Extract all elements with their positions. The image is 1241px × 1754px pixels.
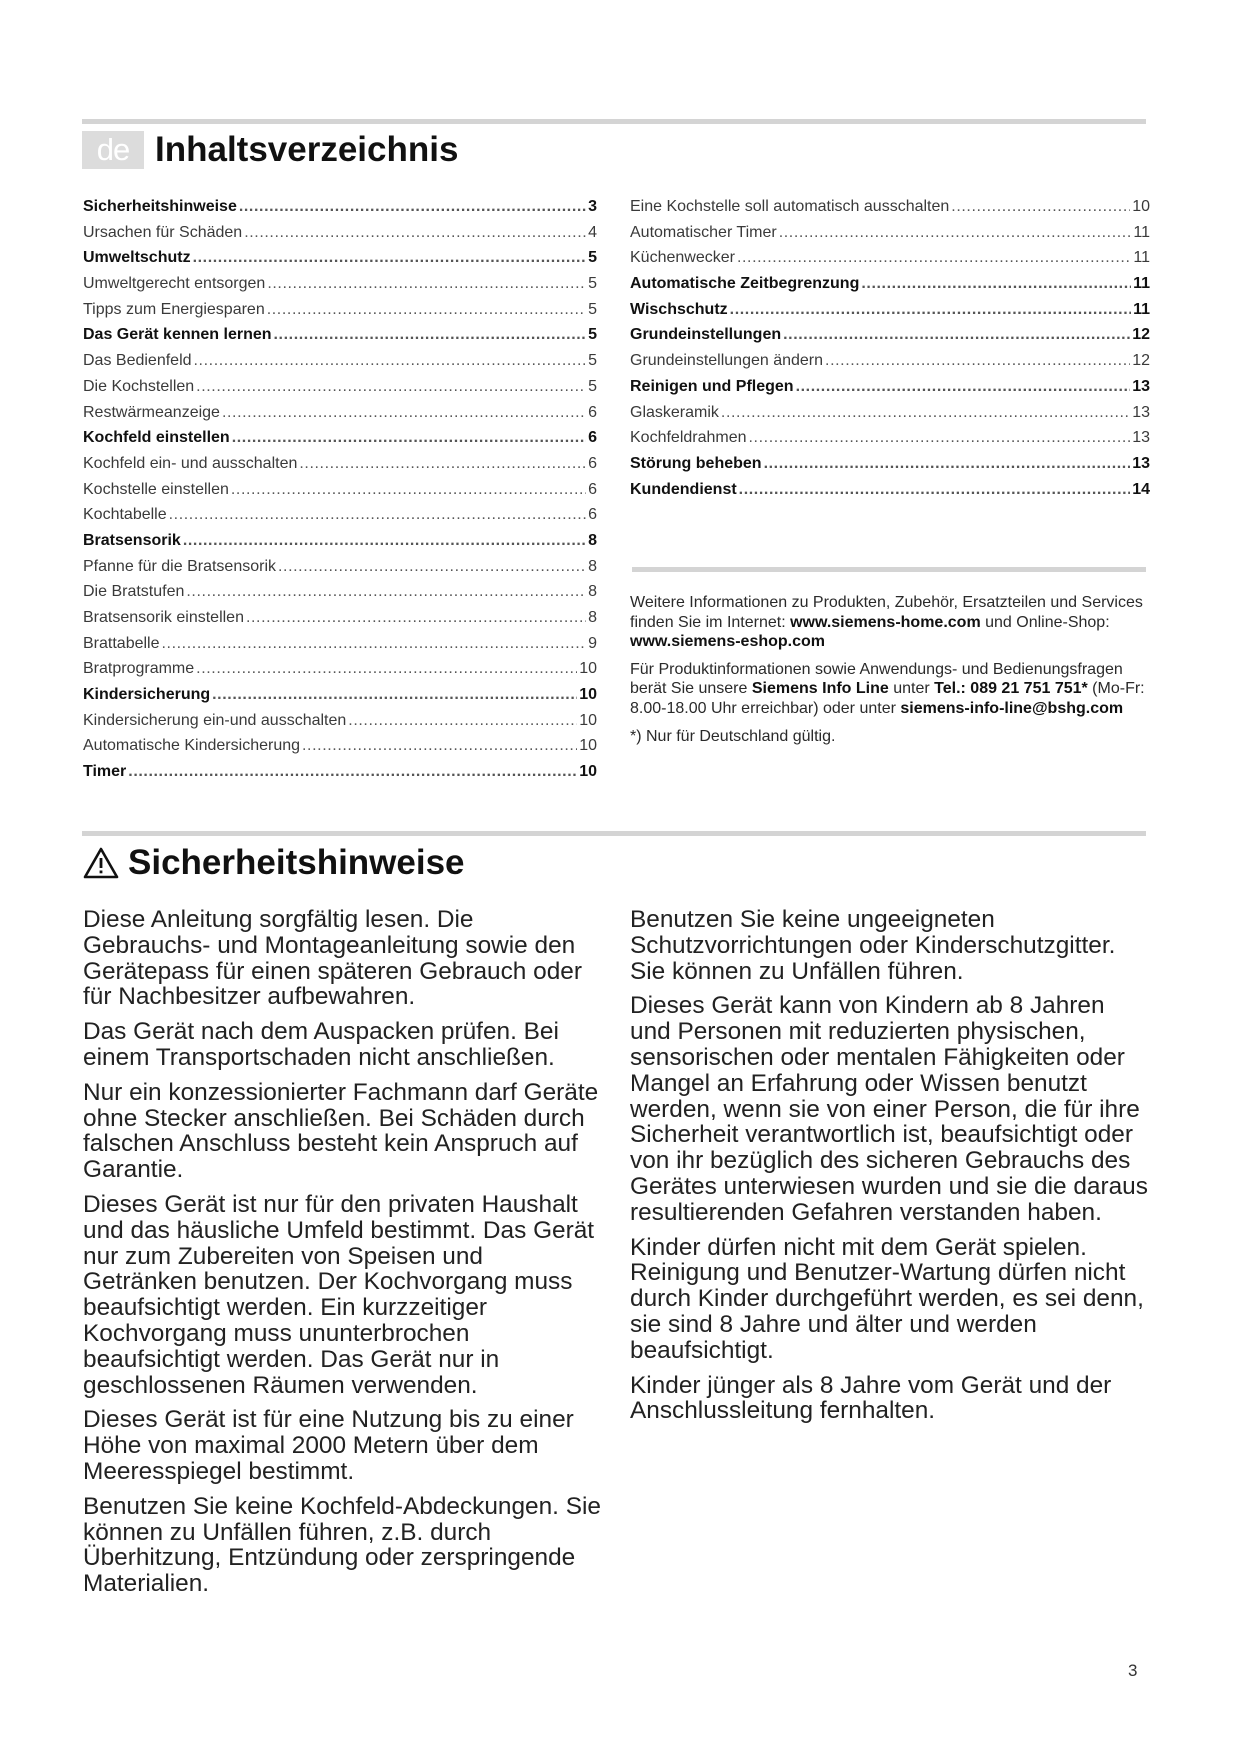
toc-dot-leader bbox=[796, 374, 1131, 400]
toc-dot-leader bbox=[267, 271, 586, 297]
toc-dot-leader bbox=[274, 322, 587, 348]
page-number: 3 bbox=[1128, 1661, 1138, 1680]
toc-entry-label: Grundeinstellungen ändern bbox=[630, 352, 824, 370]
toc-entry[interactable] bbox=[83, 451, 597, 477]
toc-entry-label: Küchenwecker bbox=[630, 249, 735, 267]
toc-left-column bbox=[83, 194, 597, 785]
toc-entry[interactable] bbox=[83, 708, 597, 734]
toc-entry[interactable] bbox=[83, 271, 597, 297]
toc-dot-leader bbox=[278, 554, 586, 580]
info-line-name: Siemens Info Line bbox=[751, 680, 889, 698]
toc-entry-label: Grundeinstellungen bbox=[630, 326, 782, 344]
toc-entry[interactable] bbox=[83, 477, 597, 503]
toc-entry[interactable] bbox=[630, 348, 1150, 374]
toc-entry-page: 9 bbox=[588, 634, 597, 652]
toc-entry-page: 6 bbox=[588, 480, 597, 498]
toc-dot-leader bbox=[721, 400, 1130, 426]
info-paragraph-hotline bbox=[630, 660, 1150, 719]
top-divider bbox=[82, 119, 1146, 124]
toc-entry-label: Ursachen für Schäden bbox=[83, 223, 243, 241]
safety-paragraph: Benutzen Sie keine ungeeigneten Schutzvorrichtungen oder Kinderschutzgitter. Sie können zu Unfällen führen. bbox=[630, 906, 1116, 985]
toc-entry-page: 8 bbox=[588, 583, 597, 601]
page-title: Inhaltsverzeichnis bbox=[155, 130, 459, 169]
toc-entry[interactable] bbox=[83, 245, 597, 271]
toc-entry[interactable] bbox=[83, 759, 597, 785]
toc-dot-leader bbox=[861, 271, 1131, 297]
toc-entry[interactable] bbox=[630, 425, 1150, 451]
toc-entry-label: Wischschutz bbox=[630, 300, 728, 318]
toc-entry[interactable] bbox=[83, 194, 597, 220]
toc-entry-label: Umweltgerecht entsorgen bbox=[83, 275, 266, 293]
toc-entry[interactable] bbox=[83, 220, 597, 246]
toc-entry-page: 6 bbox=[588, 429, 597, 447]
toc-entry-label: Glaskeramik bbox=[630, 403, 719, 421]
toc-entry-page: 10 bbox=[579, 711, 597, 729]
toc-dot-leader bbox=[779, 220, 1132, 246]
toc-dot-leader bbox=[730, 297, 1131, 323]
safety-paragraph: Kinder jünger als 8 Jahre vom Gerät und der Anschlussleitung fernhalten. bbox=[630, 1371, 1112, 1425]
toc-entry[interactable] bbox=[83, 733, 597, 759]
toc-entry[interactable] bbox=[630, 322, 1150, 348]
toc-dot-leader bbox=[231, 477, 586, 503]
info-paragraph-web bbox=[630, 593, 1150, 652]
toc-entry[interactable] bbox=[83, 322, 597, 348]
toc-entry-label: Das Gerät kennen lernen bbox=[83, 326, 272, 344]
toc-entry-page: 12 bbox=[1132, 352, 1150, 370]
toc-dot-leader bbox=[825, 348, 1130, 374]
toc-entry-label: Kochstelle einstellen bbox=[83, 480, 229, 498]
toc-entry-page: 11 bbox=[1133, 223, 1150, 241]
toc-entry-page: 5 bbox=[588, 275, 597, 293]
email-link[interactable]: siemens-info-line@bshg.com bbox=[900, 699, 1124, 717]
toc-entry[interactable] bbox=[83, 425, 597, 451]
toc-right-column bbox=[630, 194, 1150, 502]
safety-paragraph: Dieses Gerät kann von Kindern ab 8 Jahren und Personen mit reduzierten physischen, sensorischen oder mentalen Fähigkeiten oder Mangel an Erfahrung oder Wissen benutzt werden, wenn sie von einer Person, die für ihre Sicherheit verantwortlich ist, beaufsichtigt oder von ihr bezüglich des sicheren Gebrauchs des Gerätes unterwiesen wurden und sie die daraus resultierenden Gefahren verstanden haben. bbox=[630, 992, 1148, 1226]
toc-entry[interactable] bbox=[83, 297, 597, 323]
toc-entry-page: 14 bbox=[1132, 480, 1150, 498]
toc-entry[interactable] bbox=[630, 451, 1150, 477]
toc-entry-label: Die Bratstufen bbox=[83, 583, 185, 601]
toc-entry[interactable] bbox=[630, 374, 1150, 400]
toc-entry-page: 12 bbox=[1132, 326, 1150, 344]
toc-dot-leader bbox=[239, 194, 586, 220]
toc-entry-page: 11 bbox=[1133, 249, 1150, 267]
contact-info-block bbox=[630, 593, 1150, 754]
toc-entry-page: 5 bbox=[588, 377, 597, 395]
toc-dot-leader bbox=[196, 374, 586, 400]
toc-entry-label: Restwärmeanzeige bbox=[83, 403, 220, 421]
toc-entry-page: 6 bbox=[588, 454, 597, 472]
toc-entry-page: 13 bbox=[1132, 429, 1150, 447]
info-text: Für Produktinformationen sowie Anwendungs- und Bedienungsfragen berät Sie unsere bbox=[630, 660, 1123, 698]
language-badge: de bbox=[82, 131, 144, 169]
toc-entry-page: 5 bbox=[588, 249, 597, 267]
toc-entry-page: 8 bbox=[588, 531, 597, 549]
toc-dot-leader bbox=[737, 245, 1131, 271]
toc-entry-page: 10 bbox=[579, 660, 597, 678]
toc-entry-label: Reinigen und Pflegen bbox=[630, 377, 794, 395]
toc-entry-label: Eine Kochstelle soll automatisch ausschalten bbox=[630, 198, 950, 215]
toc-entry-label: Umweltschutz bbox=[83, 249, 191, 267]
toc-entry-page: 11 bbox=[1133, 275, 1150, 293]
safety-paragraph: Nur ein konzessionierter Fachmann darf Geräte ohne Stecker anschließen. Bei Schäden durch falschen Anschluss besteht kein Anspruch auf Garantie. bbox=[83, 1078, 599, 1184]
toc-entry[interactable] bbox=[630, 297, 1150, 323]
toc-dot-leader bbox=[162, 631, 587, 657]
toc-dot-leader bbox=[196, 656, 577, 682]
toc-entry[interactable] bbox=[83, 528, 597, 554]
toc-entry-page: 3 bbox=[588, 198, 597, 215]
toc-dot-leader bbox=[194, 348, 587, 374]
toc-entry-page: 10 bbox=[1132, 198, 1150, 215]
toc-entry[interactable] bbox=[83, 579, 597, 605]
toc-entry-label: Brattabelle bbox=[83, 634, 160, 652]
safety-paragraph: Dieses Gerät ist nur für den privaten Haushalt und das häusliche Umfeld bestimmt. Das Gerät nur zum Zubereiten von Speisen und Getränken benutzen. Der Kochvorgang muss beaufsichtigt werden. Ein kurzzeitiger Kochvorgang muss ununterbrochen beaufsichtigt werden. Das Gerät nur in geschlossenen Räumen verwenden. bbox=[83, 1190, 595, 1399]
toc-entry[interactable] bbox=[83, 374, 597, 400]
toc-entry-label: Störung beheben bbox=[630, 454, 762, 472]
toc-entry[interactable] bbox=[83, 656, 597, 682]
info-text: Weitere Informationen zu Produkten, Zubehör, Ersatzteilen und Services finden Sie im Internet: bbox=[630, 594, 1143, 631]
toc-entry-page: 11 bbox=[1133, 300, 1150, 318]
toc-dot-leader bbox=[183, 528, 586, 554]
toc-entry-page: 6 bbox=[588, 403, 597, 421]
toc-dot-leader bbox=[222, 400, 586, 426]
toc-entry[interactable] bbox=[83, 502, 597, 528]
toc-entry[interactable] bbox=[630, 194, 1150, 220]
info-text: unter bbox=[888, 680, 935, 698]
eshop-link[interactable]: www.siemens-eshop.com bbox=[630, 633, 826, 651]
toc-dot-leader bbox=[267, 297, 586, 323]
safety-section-heading bbox=[82, 840, 465, 886]
toc-entry-label: Automatische Zeitbegrenzung bbox=[630, 275, 860, 293]
toc-entry-page: 10 bbox=[579, 737, 597, 755]
section-divider bbox=[82, 831, 1146, 836]
toc-entry-page: 10 bbox=[579, 686, 597, 704]
toc-entry[interactable] bbox=[83, 400, 597, 426]
toc-entry-label: Timer bbox=[83, 763, 127, 781]
toc-dot-leader bbox=[212, 682, 577, 708]
toc-entry-page: 5 bbox=[588, 300, 597, 318]
toc-entry[interactable] bbox=[83, 554, 597, 580]
toc-entry-label: Kundendienst bbox=[630, 480, 737, 498]
toc-entry-label: Automatische Kindersicherung bbox=[83, 737, 301, 755]
safety-paragraph: Dieses Gerät ist für eine Nutzung bis zu einer Höhe von maximal 2000 Metern über dem Meeresspiegel bestimmt. bbox=[83, 1406, 574, 1485]
toc-entry-page: 4 bbox=[588, 223, 597, 241]
toc-entry-label: Pfanne für die Bratsensorik bbox=[83, 557, 276, 575]
toc-entry-label: Die Kochstellen bbox=[83, 377, 195, 395]
toc-entry[interactable] bbox=[630, 400, 1150, 426]
warning-triangle-icon bbox=[82, 846, 120, 880]
info-text: und Online-Shop: bbox=[980, 613, 1110, 631]
toc-entry[interactable] bbox=[83, 682, 597, 708]
toc-dot-leader bbox=[169, 502, 586, 528]
safety-paragraph: Kinder dürfen nicht mit dem Gerät spielen. Reinigung und Benutzer-Wartung dürfen nicht durch Kinder durchgeführt werden, es sei denn, sie sind 8 Jahre und älter und werden beaufsichtigt. bbox=[630, 1233, 1144, 1364]
safety-title: Sicherheitshinweise bbox=[128, 843, 465, 882]
toc-dot-leader bbox=[348, 708, 577, 734]
toc-dot-leader bbox=[128, 759, 577, 785]
toc-entry-page: 13 bbox=[1132, 403, 1150, 421]
toc-entry-page: 5 bbox=[588, 326, 597, 344]
safety-paragraph: Benutzen Sie keine Kochfeld-Abdeckungen. Sie können zu Unfällen führen, z.B. durch Überhitzung, Entzündung oder zerspringende Materialien. bbox=[83, 1492, 601, 1598]
toc-entry-label: Das Bedienfeld bbox=[83, 352, 192, 370]
toc-entry-page: 13 bbox=[1132, 377, 1150, 395]
toc-dot-leader bbox=[232, 425, 586, 451]
toc-dot-leader bbox=[302, 733, 577, 759]
toc-entry-label: Kochfeld ein- und ausschalten bbox=[83, 454, 298, 472]
toc-entry-page: 8 bbox=[588, 557, 597, 575]
website-link[interactable]: www.siemens-home.com bbox=[790, 613, 981, 631]
toc-dot-leader bbox=[951, 194, 1130, 220]
toc-entry-label: Automatischer Timer bbox=[630, 223, 777, 241]
toc-entry[interactable] bbox=[630, 220, 1150, 246]
safety-paragraph: Diese Anleitung sorgfältig lesen. Die Gebrauchs- und Montageanleitung sowie den Gerätepass für einen späteren Gebrauch oder für Nachbesitzer aufbewahren. bbox=[83, 906, 582, 1011]
toc-dot-leader bbox=[749, 425, 1131, 451]
toc-entry-page: 13 bbox=[1132, 454, 1150, 472]
toc-dot-leader bbox=[246, 605, 586, 631]
info-footnote: *) Nur für Deutschland gültig. bbox=[630, 727, 836, 745]
toc-entry[interactable] bbox=[83, 348, 597, 374]
toc-entry-page: 10 bbox=[579, 763, 597, 781]
toc-entry-label: Bratsensorik einstellen bbox=[83, 609, 244, 626]
toc-entry[interactable] bbox=[630, 271, 1150, 297]
toc-entry[interactable] bbox=[83, 631, 597, 657]
toc-entry-label: Tipps zum Energiesparen bbox=[83, 300, 265, 318]
toc-dot-leader bbox=[783, 322, 1130, 348]
toc-entry-label: Kindersicherung ein-und ausschalten bbox=[83, 711, 347, 729]
toc-entry-page: 8 bbox=[588, 609, 597, 626]
toc-dot-leader bbox=[764, 451, 1131, 477]
toc-dot-leader bbox=[186, 579, 586, 605]
info-text: (Mo-Fr: 8.00-18.00 Uhr erreichbar) oder unter bbox=[630, 680, 1145, 717]
toc-entry-page: 6 bbox=[588, 506, 597, 524]
toc-entry-label: Kochfeld einstellen bbox=[83, 429, 230, 447]
toc-entry[interactable] bbox=[630, 245, 1150, 271]
toc-dot-leader bbox=[739, 477, 1131, 503]
safety-left-column bbox=[83, 907, 603, 1606]
toc-entry-label: Bratprogramme bbox=[83, 660, 195, 678]
toc-entry-label: Bratsensorik bbox=[83, 531, 181, 549]
toc-entry-label: Kochfeldrahmen bbox=[630, 429, 747, 447]
info-divider bbox=[632, 567, 1146, 572]
toc-dot-leader bbox=[193, 245, 587, 271]
toc-entry-page: 5 bbox=[588, 352, 597, 370]
toc-entry[interactable] bbox=[83, 605, 597, 631]
toc-entry-label: Sicherheitshinweise bbox=[83, 198, 237, 215]
toc-entry[interactable] bbox=[630, 477, 1150, 503]
safety-right-column bbox=[630, 907, 1150, 1433]
toc-entry-label: Kochtabelle bbox=[83, 506, 167, 524]
phone-number: Tel.: 089 21 751 751* bbox=[934, 680, 1088, 698]
safety-paragraph: Das Gerät nach dem Auspacken prüfen. Bei einem Transportschaden nicht anschließen. bbox=[83, 1018, 559, 1071]
toc-dot-leader bbox=[299, 451, 586, 477]
toc-dot-leader bbox=[244, 220, 586, 246]
toc-entry-label: Kindersicherung bbox=[83, 686, 211, 704]
